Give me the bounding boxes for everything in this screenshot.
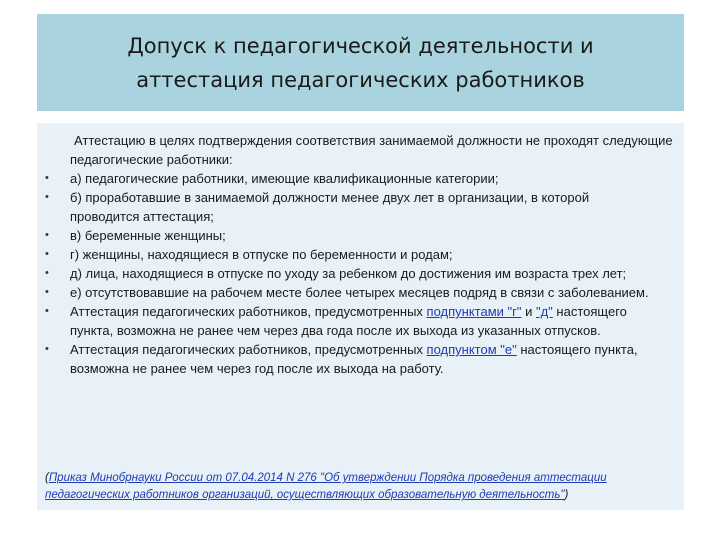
list-item-text: г) женщины, находящиеся в отпуске по беременности и родам;	[70, 247, 453, 262]
list-item-text-pre: Аттестация педагогических работников, предусмотренных	[70, 304, 427, 319]
intro-paragraph: Аттестацию в целях подтверждения соответствия занимаемой должности не проходят следующие педагогические работники:	[70, 133, 673, 167]
slide-title-box	[37, 14, 684, 111]
bullet-icon: •	[45, 172, 49, 184]
citation-open-paren: (	[45, 472, 49, 484]
list-item	[37, 188, 650, 226]
bullet-icon: •	[45, 267, 49, 279]
bullet-icon: •	[45, 305, 49, 317]
list-item-text: б) проработавшие в занимаемой должности менее двух лет в организации, в которой проводится аттестация;	[70, 190, 590, 224]
list-item-text-pre: Аттестация педагогических работников, предусмотренных	[70, 342, 427, 357]
citation-close-paren: )	[564, 489, 569, 501]
list-item	[37, 245, 650, 264]
list-item-text: а) педагогические работники, имеющие квалификационные категории;	[70, 171, 499, 186]
bullet-icon: •	[45, 229, 49, 241]
bullet-list	[37, 169, 684, 378]
subclause-d-link[interactable]: "д"	[535, 304, 553, 319]
list-item-text-post: настоящего пункта, возможна не ранее чем через год после их выхода на работу.	[70, 342, 638, 376]
list-item	[37, 302, 650, 340]
bullet-icon: •	[45, 286, 49, 298]
list-item-text: е) отсутствовавшие на рабочем месте более четырех месяцев подряд в связи с заболеванием.	[70, 285, 649, 300]
list-item-text: в) беременные женщины;	[70, 228, 226, 243]
slide-title-line-1: Допуск к педагогической деятельности и	[127, 33, 594, 58]
content-box	[37, 123, 684, 510]
bullet-icon: •	[45, 343, 49, 355]
list-item	[37, 264, 650, 283]
subclause-g-link[interactable]: подпунктами "г"	[426, 304, 522, 319]
subclause-e-link[interactable]: подпунктом "е"	[426, 342, 517, 357]
list-item	[37, 226, 650, 245]
citation	[45, 470, 681, 504]
list-item-text-post: настоящего пункта, возможна не ранее чем через два года после их выхода из указанных отпусков.	[70, 304, 627, 338]
bullet-icon: •	[45, 191, 49, 203]
list-item	[37, 340, 650, 378]
list-item	[37, 283, 650, 302]
list-item-text-mid: и	[521, 304, 536, 319]
slide-title-line-2: аттестация педагогических работников	[136, 67, 585, 92]
list-item-text: д) лица, находящиеся в отпуске по уходу за ребенком до достижения им возраста трех лет;	[70, 266, 627, 281]
order-citation-link[interactable]: Приказ Минобрнауки России от 07.04.2014 N 276 "Об утверждении Порядка проведения аттестации педагогических работников организаций, осуществляющих образовательную деятельность"	[45, 472, 607, 501]
bullet-icon: •	[45, 248, 49, 260]
list-item	[37, 169, 650, 188]
